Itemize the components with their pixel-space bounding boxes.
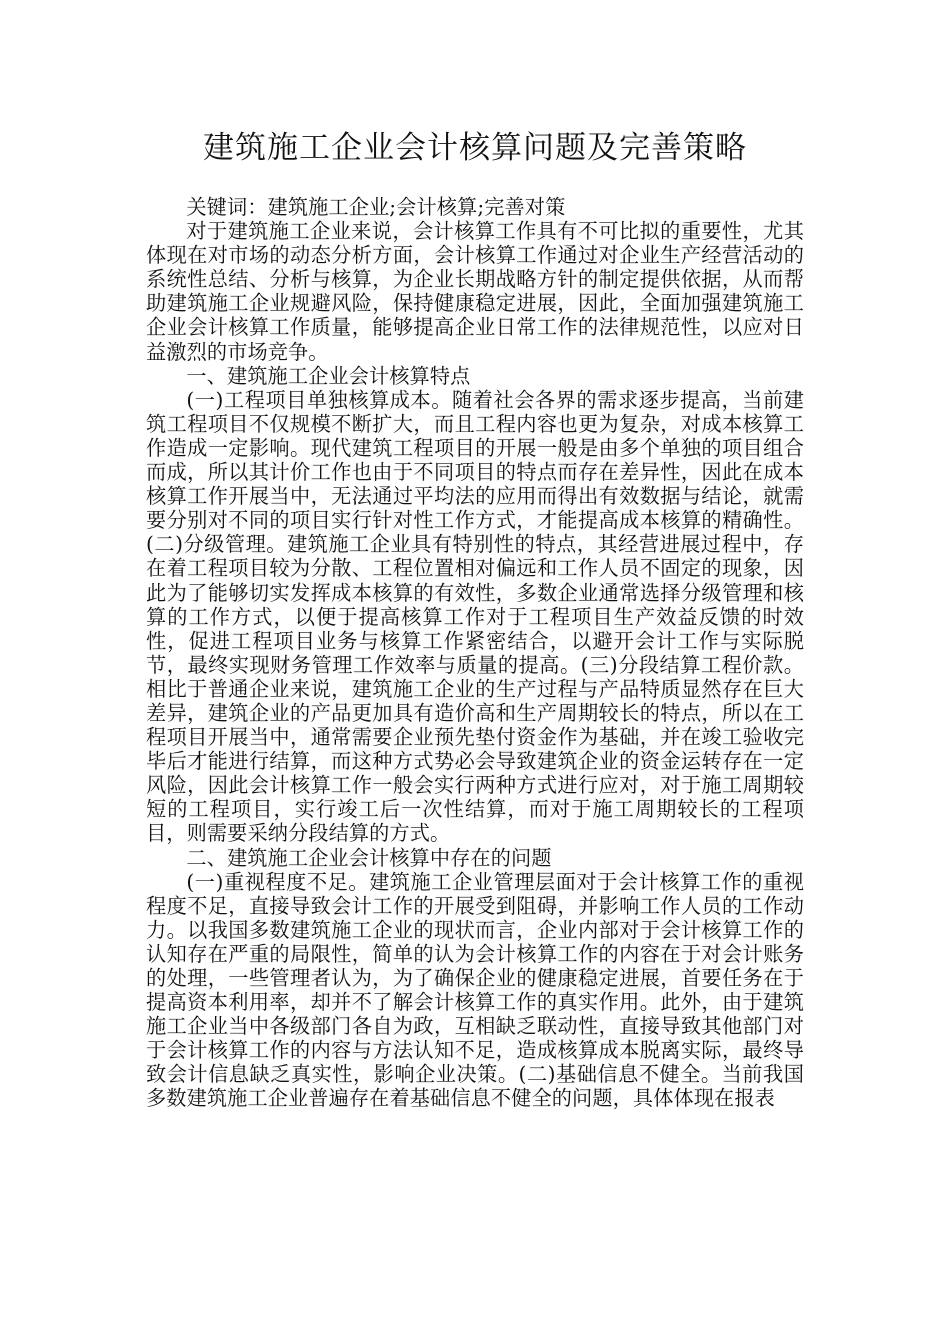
intro-paragraph: 对于建筑施工企业来说，会计核算工作具有不可比拟的重要性，尤其体现在对市场的动态分析方面，会计核算工作通过对企业生产经营活动的系统性总结、分析与核算，为企业长期战略方针的制定提供依据，从而帮助建筑施工企业规避风险，保持健康稳定进展，因此，全面加强建筑施工企业会计核算工作质量，能够提高企业日常工作的法律规范性，以应对日益激烈的市场竞争。	[146, 219, 804, 364]
body-paragraph: (一)工程项目单独核算成本。随着社会各界的需求逐步提高，当前建筑工程项目不仅规模不断扩大，而且工程内容也更为复杂，对成本核算工作造成一定影响。现代建筑工程项目的开展一般是由多个单独的项目组合而成，所以其计价工作也由于不同项目的特点而存在差异性，因此在成本核算工作开展当中，无法通过平均法的应用而得出有效数据与结论，就需要分别对不同的项目实行针对性工作方式，才能提高成本核算的精确性。(二)分级管理。建筑施工企业具有特别性的特点，其经营进展过程中，存在着工程项目较为分散、工程位置相对偏远和工作人员不固定的现象，因此为了能够切实发挥成本核算的有效性，多数企业通常选择分级管理和核算的工作方式，以便于提高核算工作对于工程项目生产效益反馈的时效性，促进工程项目业务与核算工作紧密结合，以避开会计工作与实际脱节，最终实现财务管理工作效率与质量的提高。(三)分段结算工程价款。相比于普通企业来说，建筑施工企业的生产过程与产品特质显然存在巨大差异，建筑企业的产品更加具有造价高和生产周期较长的特点，所以在工程项目开展当中，通常需要企业预先垫付资金作为基础，并在竣工验收完毕后才能进行结算，而这种方式势必会导致建筑企业的资金运转存在一定风险，因此会计核算工作一般会实行两种方式进行应对，对于施工周期较短的工程项目，实行竣工后一次性结算，而对于施工周期较长的工程项目，则需要采纳分段结算的方式。	[146, 387, 804, 846]
section-heading-1: 一、建筑施工企业会计核算特点	[186, 363, 471, 388]
keywords-paragraph: 关键词：建筑施工企业;会计核算;完善对策	[186, 195, 566, 219]
body-paragraph: (一)重视程度不足。建筑施工企业管理层面对于会计核算工作的重视程度不足，直接导致会计工作的开展受到阻碍，并影响工作人员的工作动力。以我国多数建筑施工企业的现状而言，企业内部对于会计核算工作的认知存在严重的局限性，简单的认为会计核算工作的内容在于对会计账务的处理，一些管理者认为，为了确保企业的健康稳定进展，首要任务在于提高资本利用率，却并不了解会计核算工作的真实作用。此外，由于建筑施工企业当中各级部门各自为政，互相缺乏联动性，直接导致其他部门对于会计核算工作的内容与方法认知不足，造成核算成本脱离实际，最终导致会计信息缺乏真实性，影响企业决策。(二)基础信息不健全。当前我国多数建筑施工企业普遍存在着基础信息不健全的问题，具体体现在报表	[146, 869, 804, 1111]
section-heading-2: 二、建筑施工企业会计核算中存在的问题	[186, 845, 552, 870]
document-title: 建筑施工企业会计核算问题及完善策略	[203, 130, 747, 166]
